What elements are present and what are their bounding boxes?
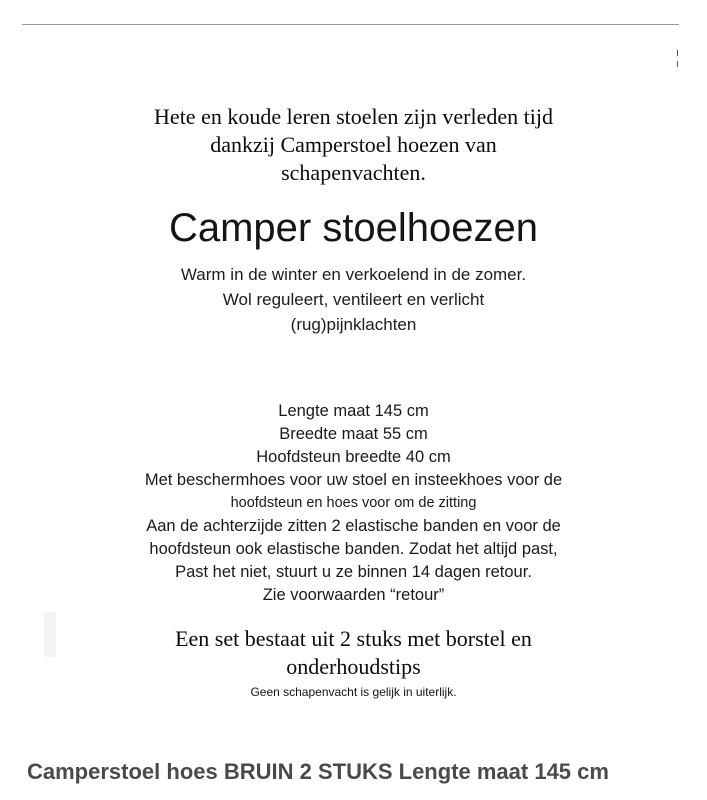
intro-line: dankzij Camperstoel hoezen van	[210, 132, 497, 157]
spec-line: hoofdsteun ook elastische banden. Zodat het altijd past,	[149, 540, 558, 558]
spec-line: hoofdsteun en hoes voor om de zitting	[230, 495, 477, 511]
spec-line: Zie voorwaarden “retour”	[262, 586, 445, 604]
subtitle-line: Warm in de winter en verkoelend in de zomer.	[180, 265, 527, 284]
spec-line: Breedte maat 55 cm	[279, 425, 428, 443]
set-info	[0, 625, 707, 681]
set-line: Een set bestaat uit 2 stuks met borstel en	[175, 626, 532, 651]
spec-line: Lengte maat 145 cm	[278, 402, 429, 420]
edge-tick-bottom	[677, 61, 678, 67]
appearance-note: Geen schapenvacht is gelijk in uiterlijk.	[250, 685, 457, 699]
spec-line: Aan de achterzijde zitten 2 elastische banden en voor de	[146, 517, 561, 535]
edge-tick-top	[677, 50, 678, 56]
intro-text	[0, 103, 707, 187]
product-heading: Camper stoelhoezen	[168, 206, 539, 250]
spec-line: Hoofdsteun breedte 40 cm	[256, 448, 451, 466]
product-title-link[interactable]: Camperstoel hoes BRUIN 2 STUKS Lengte maat 145 cm	[27, 759, 609, 784]
spec-line: Past het niet, stuurt u ze binnen 14 dagen retour.	[175, 563, 532, 581]
intro-line: schapenvachten.	[281, 160, 426, 185]
set-line: onderhoudstips	[286, 654, 421, 679]
subtitle-line: (rug)pijnklachten	[290, 315, 417, 334]
spec-line: Met beschermhoes voor uw stoel en insteekhoes voor de	[144, 471, 563, 489]
specifications	[0, 400, 707, 607]
subtitle-text	[0, 262, 707, 337]
intro-line: Hete en koude leren stoelen zijn verleden tijd	[154, 104, 553, 129]
top-divider	[22, 24, 679, 25]
subtitle-line: Wol reguleert, ventileert en verlicht	[222, 290, 485, 309]
